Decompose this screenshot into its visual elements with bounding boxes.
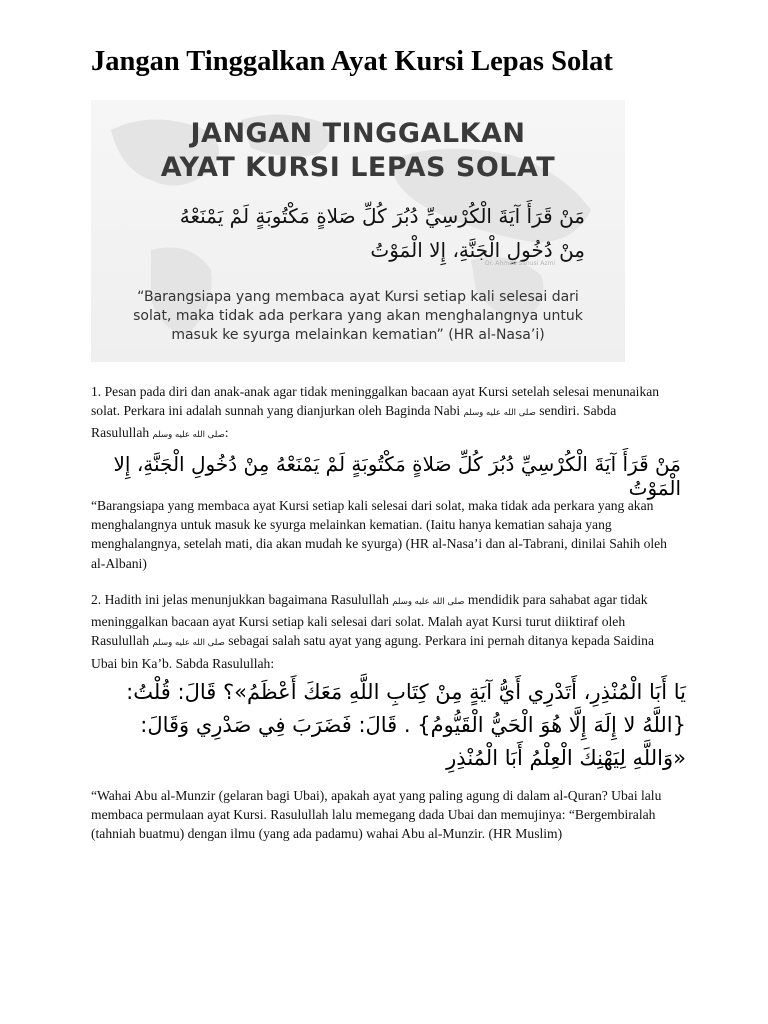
- paragraph-3: [91, 590, 671, 673]
- salawat-symbol: صلى الله عليه وسلم: [152, 430, 225, 441]
- paragraph-2: “Barangsiapa yang membaca ayat Kursi setiap kali selesai dari solat, maka tidak ada perkara yang akan menghalangnya untuk masuk ke syurga melainkan kematian. (Iaitu hanya kematian sahaja yang menghalangnya, setelah mati, dia akan mudah ke syurga) (HR al-Nasa’i dan al-Tabrani, dinilai Sahih oleh al-Albani): [91, 498, 667, 571]
- paragraph-1-text-a: 1. Pesan pada diri dan anak-anak agar tidak meninggalkan bacaan ayat Kursi setelah selesai menunaikan solat. Perkara ini adalah sunnah yang dianjurkan oleh Baginda Nabi: [91, 384, 660, 419]
- banner-arabic-line-1: مَنْ قَرَأَ آيَةَ الْكُرْسِيِّ دُبُرَ كُلِّ صَلاةٍ مَكْتُوبَةٍ لَمْ يَمْنَعْهُ: [179, 204, 585, 228]
- banner-image: [91, 100, 625, 362]
- paragraph-4: “Wahai Abu al-Munzir (gelaran bagi Ubai), apakah ayat yang paling agung di dalam al-Quran? Ubai lalu membaca permulaan ayat Kursi. Rasulullah lalu memegang dada Ubai dan memujinya: “Bergembiralah (tahniah buatmu) dengan ilmu (yang ada padamu) wahai Abu al-Munzir. (HR Muslim): [91, 788, 662, 842]
- salawat-symbol: صلى الله عليه وسلم: [152, 638, 225, 649]
- paragraph-1-text-c: :: [224, 425, 229, 441]
- page-title: Jangan Tinggalkan Ayat Kursi Lepas Solat: [91, 46, 613, 77]
- arabic-hadith-2: يَا أَبَا الْمُنْذِرِ، أَتَدْرِي أَيُّ آيَةٍ مِنْ كِتَابِ اللَّهِ مَعَكَ أَعْظَمُ»؟ قَالَ: قُلْتُ: {اللَّهُ لا إِلَهَ إِلَّا هُوَ الْحَيُّ الْقَيُّومُ} . قَالَ: فَضَرَبَ فِي صَدْرِي وَقَالَ: «وَاللَّهِ لِيَهْنِكَ الْعِلْمُ أَبَا الْمُنْذِرِ: [126, 680, 686, 770]
- banner-arabic-line-2: مِنْ دُخُولِ الْجَنَّةِ، إِلا الْمَوْتُ: [370, 238, 585, 262]
- banner-quote: “Barangsiapa yang membaca ayat Kursi setiap kali selesai dari solat, maka tidak ada perkara yang akan menghalangnya untuk masuk ke syurga melainkan kematian” (HR al-Nasa’i): [133, 289, 583, 343]
- banner-title-line-1: JANGAN TINGGALKAN: [190, 118, 526, 149]
- banner-credit: Dr. Ahmad Sanusi Azmi: [484, 260, 555, 267]
- paragraph-3-text-a: 2. Hadith ini jelas menunjukkan bagaimana Rasulullah: [91, 592, 393, 607]
- paragraph-3-text-c: sebagai salah satu ayat yang agung. Perkara ini pernah ditanya kepada Saidina Ubai bin Ka’b. Sabda Rasulullah:: [91, 633, 654, 671]
- salawat-symbol: صلى الله عليه وسلم: [463, 408, 536, 419]
- paragraph-3-text-b: mendidik para sahabat agar tidak meninggalkan bacaan ayat Kursi setiap kali selesai dari solat. Malah ayat Kursi turut diiktiraf oleh Rasulullah: [91, 592, 648, 649]
- paragraph-1: [91, 382, 671, 446]
- arabic-hadith-1: مَنْ قَرَأَ آيَةَ الْكُرْسِيِّ دُبُرَ كُلِّ صَلاةٍ مَكْتُوبَةٍ لَمْ يَمْنَعْهُ مِنْ دُخُولِ الْجَنَّةِ، إِلا الْمَوْتُ: [113, 452, 681, 500]
- salawat-symbol: صلى الله عليه وسلم: [392, 597, 465, 607]
- banner-title-line-2: AYAT KURSI LEPAS SOLAT: [160, 152, 556, 183]
- paragraph-1-text-b: sendiri. Sabda Rasulullah: [91, 403, 617, 441]
